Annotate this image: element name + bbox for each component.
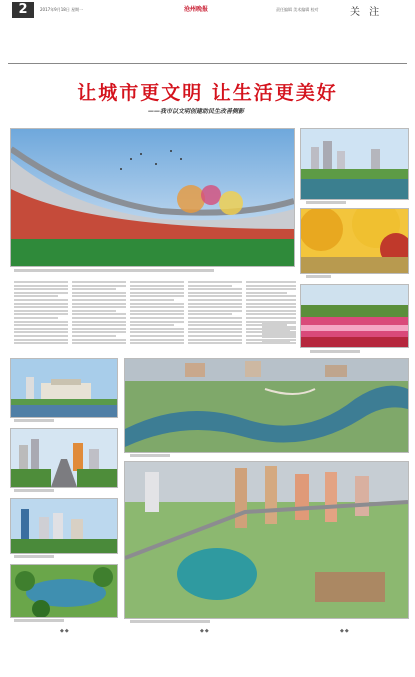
article-column-2: [72, 281, 126, 353]
header-rule: [8, 63, 407, 64]
harbor-caption: [14, 419, 54, 422]
tower-buildings-photo: [10, 498, 118, 554]
stadium-photo: [10, 128, 295, 267]
city-lake-aerial-photo: [124, 461, 409, 619]
lake-caption: [14, 619, 64, 622]
footer-mark-left: ◆◆: [60, 628, 70, 634]
editor-line: 责任编辑 美术编辑 校对: [276, 7, 319, 12]
city-street-photo: [10, 428, 118, 488]
river-caption: [130, 454, 170, 457]
paper-name: 沧州晚报: [184, 6, 209, 13]
headline: 让城市更文明 让生活更美好: [77, 82, 338, 104]
footer-mark-right: ◆◆: [340, 628, 350, 634]
lake-pond-photo: [10, 564, 118, 618]
article-column-1: [14, 281, 68, 353]
ginkgo-trees-photo: [300, 208, 409, 274]
date-line: 2017年9月18日 星期一: [40, 7, 84, 12]
river-park-aerial-photo: [124, 358, 409, 453]
subheadline: ——我市以文明创建助民生改善侧影: [148, 108, 245, 115]
article-column-3: [130, 281, 184, 353]
street-caption: [14, 489, 54, 492]
photo-credits-note: [262, 322, 296, 348]
section-name: 关 注: [350, 7, 383, 18]
tower-caption: [14, 555, 54, 558]
article-column-4: [188, 281, 242, 353]
lakeside-highrise-photo: [300, 128, 409, 200]
flower-garden-photo: [300, 284, 409, 348]
lakeside-caption: [306, 201, 346, 204]
footer-mark-mid: ◆◆: [200, 628, 210, 634]
page-number: 2: [12, 2, 34, 18]
stadium-caption: [14, 269, 214, 272]
harbor-building-photo: [10, 358, 118, 418]
city-lake-caption: [130, 620, 210, 623]
flower-caption: [310, 350, 360, 353]
ginkgo-caption: [306, 275, 331, 278]
